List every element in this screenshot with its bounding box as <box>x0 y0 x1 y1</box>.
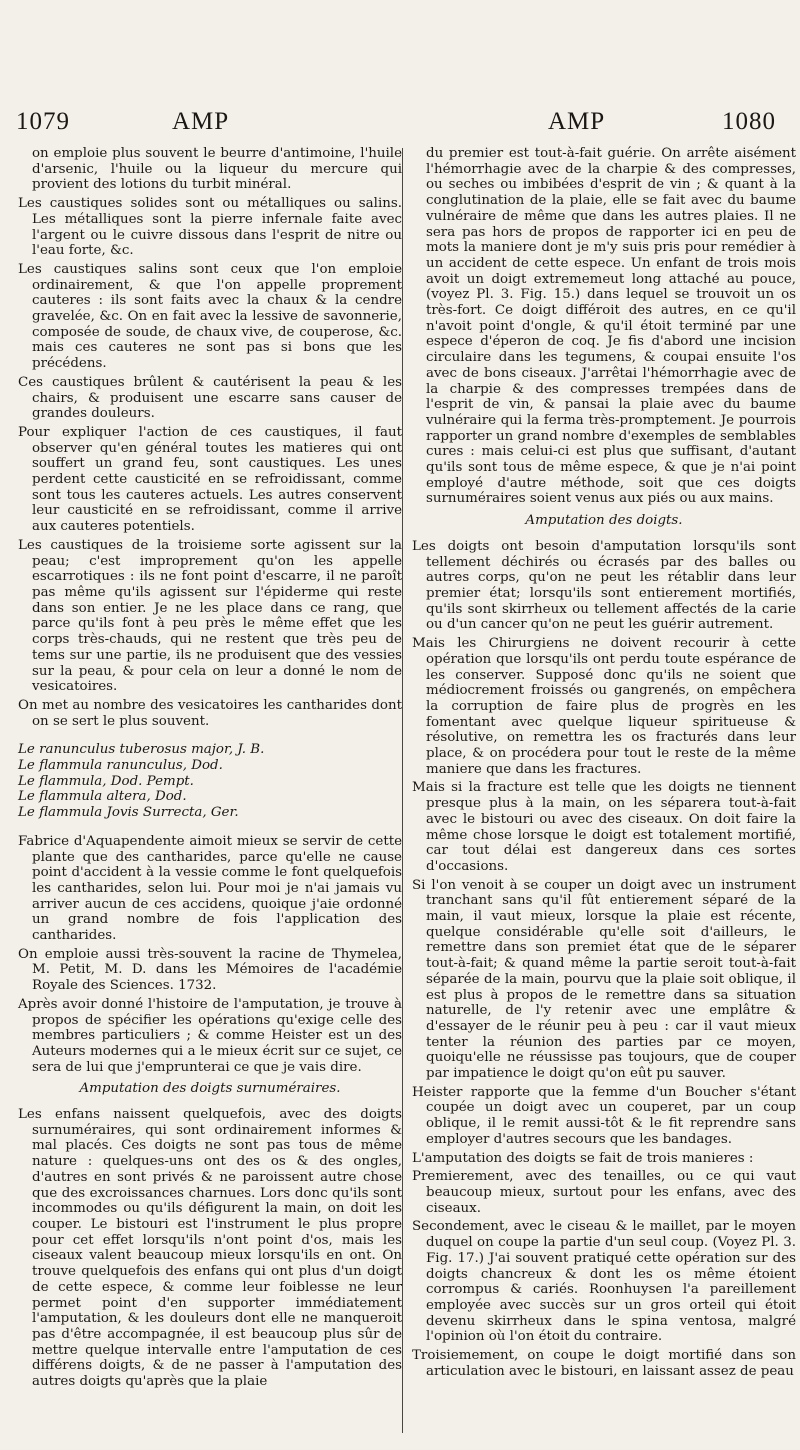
paragraph: Les caustiques de la troisieme sorte agissent sur la peau; c'est improprement qu'on les appelle escarrotiques : ils ne font point d'escarre, il ne paroît pas même qu'ils agissent sur l'épiderme qui reste dans son entier. Je ne les place dans ce rang, que parce qu'ils font à peu près le même effet que les corps très-chauds, qui ne restent que très peu de tems sur une partie, ils ne produisent que des vessies sur la peau, & pour cela on leur a donné le nom de vesicatoires. <box>18 537 402 695</box>
paragraph: On met au nombre des vesicatoires les cantharides dont on se sert le plus souvent. <box>18 697 402 729</box>
paragraph: Fabrice d'Aquapendente aimoit mieux se servir de cette plante que des cantharides, parce qu'elle ne cause point d'accident à la vessie comme le font quelquefois les cantharides, selon lui. Pour moi je n'ai jamais vu arriver aucun de ces accidens, quoique j'aie ordonné un grand nombre de fois l'application des cantharides. <box>18 833 402 944</box>
plant-list-item: Le flammula altera, Dod. <box>18 789 187 805</box>
paragraph: Après avoir donné l'histoire de l'amputation, je trouve à propos de spécifier les opérations qu'exige celle des membres particuliers ; & comme Heister est un des Auteurs modernes qui a le mieux écrit sur ce sujet, ce sera de lui que j'emprunterai ce que je vais dire. <box>18 996 402 1075</box>
paragraph: Pour expliquer l'action de ces caustiques, il faut observer qu'en général toutes les matieres qui ont souffert un grand feu, sont caustiques. Les unes perdent cette causticité en se refroidissant, comme sont tous les cauteres actuels. Les autres conservent leur causticité en se refroidissant, comme il arrive aux cauteres potentiels. <box>18 424 402 535</box>
right-column <box>412 146 796 1382</box>
paragraph: Mais les Chirurgiens ne doivent recourir à cette opération que lorsqu'ils ont perdu toute espérance de les conserver. Supposé donc qu'ils ne soient que médiocrement froissés ou gangrenés, on empêchera la corruption de faire plus de progrès en les fomentant avec quelque liqueur spiritueuse & résolutive, on remettra les os fracturés dans leur place, & on procédera pour tout le reste de la même maniere que dans les fractures. <box>412 636 796 777</box>
paragraph: du premier est tout-à-fait guérie. On arrête aisément l'hémorrhagie avec de la charpie & des compresses, ou seches ou imbibées d'esprit de vin ; & quant à la conglutination de la plaie, elle se fait avec du baume vulnéraire de même que dans les autres plaies. Il ne sera pas hors de propos de rapporter ici en peu de mots la maniere dont je m'y suis pris pour remédier à un accident de cette espece. Un enfant de trois mois avoit un doigt extrememeut long attaché au pouce, (voyez Pl. 3. Fig. 15.) dans lequel se trouvoit un os très-fort. Ce doigt différoit des autres, en ce qu'il n'avoit point d'ongle, & qu'il étoit terminé par une espece d'éperon de coq. Je fis d'abord une incision circulaire dans les tegumens, & coupai ensuite l'os avec de bons ciseaux. J'arrêtai l'hémorrhagie avec de la charpie & des compresses trempées dans de l'esprit de vin, & pansai la plaie avec du baume vulnéraire qui la ferma très-promptement. Je pourrois rapporter un grand nombre d'exemples de semblables cures : mais celui-ci est plus que suffisant, d'autant qu'ils sont tous de même espece, & que je n'ai point employé d'autre méthode, soit que ces doigts surnuméraires soient venus aux piés ou aux mains. <box>426 146 796 507</box>
paragraph: on emploie plus souvent le beurre d'antimoine, l'huile d'arsenic, l'huile ou la liqueur du mercure qui provient des lotions du turbit minéral. <box>32 146 402 193</box>
page-number-right: 1080 <box>722 108 776 135</box>
paragraph: Si l'on venoit à se couper un doigt avec un instrument tranchant sans qu'il fût entierement séparé de la main, il vaut mieux, lorsque la plaie est récente, quelque considérable qu'elle soit d'ailleurs, le remettre dans son premiet état que de le séparer tout-à-fait; & quand même la partie seroit tout-à-fait séparée de la main, pourvu que la plaie soit oblique, il est plus à propos de le remettre dans sa situation naturelle, de l'y retenir avec une emplâtre & d'essayer de le réunir peu à peu : car il vaut mieux tenter la réunion des parties par ce moyen, quoiqu'elle ne réussisse pas toujours, que de couper par impatience le doigt qu'on eût pu sauver. <box>412 877 796 1082</box>
paragraph: Mais si la fracture est telle que les doigts ne tiennent presque plus à la main, on les séparera tout-à-fait avec le bistouri ou avec des ciseaux. On doit faire la même chose lorsque le doigt est totalement mortifié, car tout délai est dangereux dans ces sortes d'occasions. <box>412 780 796 874</box>
paragraph: Heister rapporte que la femme d'un Boucher s'étant coupée un doigt avec un couperet, par un coup oblique, il le remit aussi-tôt & le fit reprendre sans employer d'autres secours que les bandages. <box>412 1084 796 1147</box>
section-heading: Amputation des doigts. <box>525 513 683 529</box>
paragraph: Les caustiques salins sont ceux que l'on emploie ordinairement, & que l'on appelle proprement cauteres : ils sont faits avec la chaux & la cendre gravelée, &c. On en fait avec la lessive de savonnerie, composée de soude, de chaux vive, de couperose, &c. mais ces cauteres ne sont pas si bons que les précédens. <box>18 261 402 372</box>
paragraph: On emploie aussi très-souvent la racine de Thymelea, M. Petit, M. D. dans les Mémoires de l'académie Royale des Sciences. 1732. <box>18 946 402 994</box>
paragraph: Ces caustiques brûlent & cautérisent la peau & les chairs, & produisent une escarre sans causer de grandes douleurs. <box>18 374 402 422</box>
paragraph: L'amputation des doigts se fait de trois manieres : <box>412 1150 754 1166</box>
paragraph: Les caustiques solides sont ou métalliques ou salins. Les métalliques sont la pierre infernale faite avec l'argent ou le cuivre dissous dans l'esprit de nitre ou l'eau forte, &c. <box>18 196 402 259</box>
column-rule <box>402 148 403 1433</box>
paragraph: Secondement, avec le ciseau & le maillet, par le moyen duquel on coupe la partie d'un seul coup. (Voyez Pl. 3. Fig. 17.) J'ai souvent pratiqué cette opération sur des doigts chancreux & dont les os même étoient corrompus & cariés. Roonhuysen l'a pareillement employée avec succès sur un gros orteil qui étoit devenu skirrheux dans le spina ventosa, malgré l'opinion où l'on étoit du contraire. <box>412 1219 796 1345</box>
plant-list-item: Le flammula ranunculus, Dod. <box>18 758 223 774</box>
section-heading: Amputation des doigts surnuméraires. <box>79 1081 341 1097</box>
page-number-left: 1079 <box>16 108 70 135</box>
running-head-right: AMP <box>548 108 606 135</box>
paragraph: Troisiemement, on coupe le doigt mortifié dans son articulation avec le bistouri, en laissant assez de peau <box>412 1348 796 1379</box>
plant-list-item: Le ranunculus tuberosus major, J. B. <box>18 742 265 758</box>
paragraph: Les doigts ont besoin d'amputation lorsqu'ils sont tellement déchirés ou écrasés par des balles ou autres corps, qu'on ne peut les rétablir dans leur premier état; lorsqu'ils sont entierement mortifiés, qu'ils sont skirrheux ou tellement affectés de la carie ou d'un cancer qu'on ne peut les guérir autrement. <box>412 538 796 633</box>
paragraph: Premierement, avec des tenailles, ou ce qui vaut beaucoup mieux, surtout pour les enfans, avec des ciseaux. <box>412 1169 796 1216</box>
plant-list-item: Le flammula Jovis Surrecta, Ger. <box>18 805 239 821</box>
running-head-left: AMP <box>172 108 230 135</box>
paragraph: Les enfans naissent quelquefois, avec des doigts surnuméraires, qui sont ordinairement informes & mal placés. Ces doigts ne sont pas tous de même nature : quelques-uns ont des os & des ongles, d'autres en sont privés & ne paroissent autre chose que des excroissances charnues. Lors donc qu'ils sont incommodes ou qu'ils défigurent la main, on doit les couper. Le bistouri est l'instrument le plus propre pour cet effet lorsqu'ils n'ont point d'os, mais les ciseaux valent beaucoup mieux lorsqu'ils en ont. On trouve quelquefois des enfans qui ont plus d'un doigt de cette espece, & comme leur foiblesse ne leur permet point d'en supporter immédiatement l'amputation, & les douleurs dont elle ne manqueroit pas d'être accompagnée, il est beaucoup plus sûr de mettre quelque intervalle entre l'amputation de ces différens doigts, & de ne passer à l'amputation des autres doigts qu'après que la plaie <box>18 1107 402 1390</box>
left-column <box>18 146 402 1393</box>
plant-list-item: Le flammula, Dod. Pempt. <box>18 773 194 789</box>
